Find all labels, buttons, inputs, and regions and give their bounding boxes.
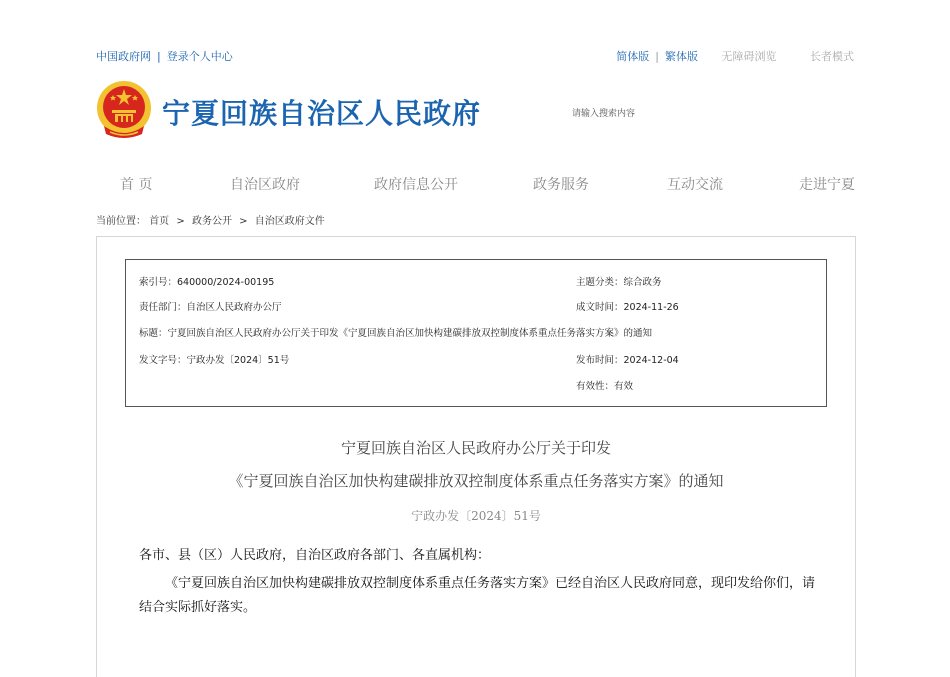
site-title[interactable]: 宁夏回族自治区人民政府 [162, 97, 482, 130]
breadcrumb-separator: > [176, 216, 185, 227]
simplified-link[interactable]: 简体版 [616, 50, 650, 63]
meta-doc-no: 发文字号：宁政办发〔2024〕51号 [139, 355, 290, 366]
meta-published: 发布时间：2024-12-04 [576, 355, 679, 366]
breadcrumb-documents[interactable]: 自治区政府文件 [254, 216, 325, 227]
search-input[interactable]: 请输入搜索内容 [572, 109, 636, 119]
document-paragraph: 《宁夏回族自治区加快构建碳排放双控制度体系重点任务落实方案》已经自治区人民政府同意，现印发给你们，请结合实际抓好落实。 [139, 576, 816, 615]
traditional-link[interactable]: 繁体版 [665, 50, 698, 63]
meta-department: 责任部门：自治区人民政府办公厅 [139, 302, 282, 313]
breadcrumb-disclosure[interactable]: 政务公开 [191, 216, 232, 227]
document-title-line1: 宁夏回族自治区人民政府办公厅关于印发 [340, 439, 611, 457]
meta-created: 成文时间：2024-11-26 [576, 302, 679, 313]
document-meta-table [125, 259, 827, 407]
login-link[interactable]: 登录个人中心 [166, 50, 233, 63]
nav-item-region-gov[interactable]: 自治区政府 [230, 177, 300, 193]
nav-item-about-ningxia[interactable]: 走进宁夏 [799, 177, 855, 193]
document-title-line2: 《宁夏回族自治区加快构建碳排放双控制度体系重点任务落实方案》的通知 [228, 472, 724, 490]
gov-portal-link[interactable]: 中国政府网 [96, 50, 151, 63]
main-nav [96, 174, 856, 196]
meta-title: 标题：宁夏回族自治区人民政府办公厅关于印发《宁夏回族自治区加快构建碳排放双控制度体系重点任务落实方案》的通知 [139, 328, 653, 339]
site-header [96, 80, 856, 148]
nav-item-home[interactable]: 首 页 [120, 177, 153, 193]
elder-mode-link[interactable]: 长者模式 [810, 50, 854, 63]
top-left-links [96, 48, 233, 64]
divider: | [655, 50, 659, 63]
national-emblem-icon [96, 80, 152, 142]
document-number: 宁政办发〔2024〕51号 [411, 509, 541, 523]
top-bar [96, 48, 854, 64]
meta-category: 主题分类：综合政务 [576, 277, 662, 288]
breadcrumb-separator: > [239, 216, 248, 227]
breadcrumb [96, 212, 325, 227]
breadcrumb-home[interactable]: 首页 [149, 216, 170, 227]
meta-validity: 有效性：有效 [576, 381, 634, 392]
breadcrumb-label: 当前位置： [96, 216, 146, 227]
nav-item-info-disclosure[interactable]: 政府信息公开 [374, 177, 458, 193]
meta-index-no: 索引号：640000/2024-00195 [139, 277, 275, 288]
nav-item-interaction[interactable]: 互动交流 [667, 177, 723, 193]
article-container [96, 236, 856, 677]
divider: | [157, 50, 161, 63]
document-salutation: 各市、县（区）人民政府，自治区政府各部门、各直属机构： [139, 548, 491, 563]
accessibility-link[interactable]: 无障碍浏览 [721, 50, 777, 63]
nav-item-gov-services[interactable]: 政务服务 [533, 177, 589, 193]
top-right-links [616, 48, 854, 64]
